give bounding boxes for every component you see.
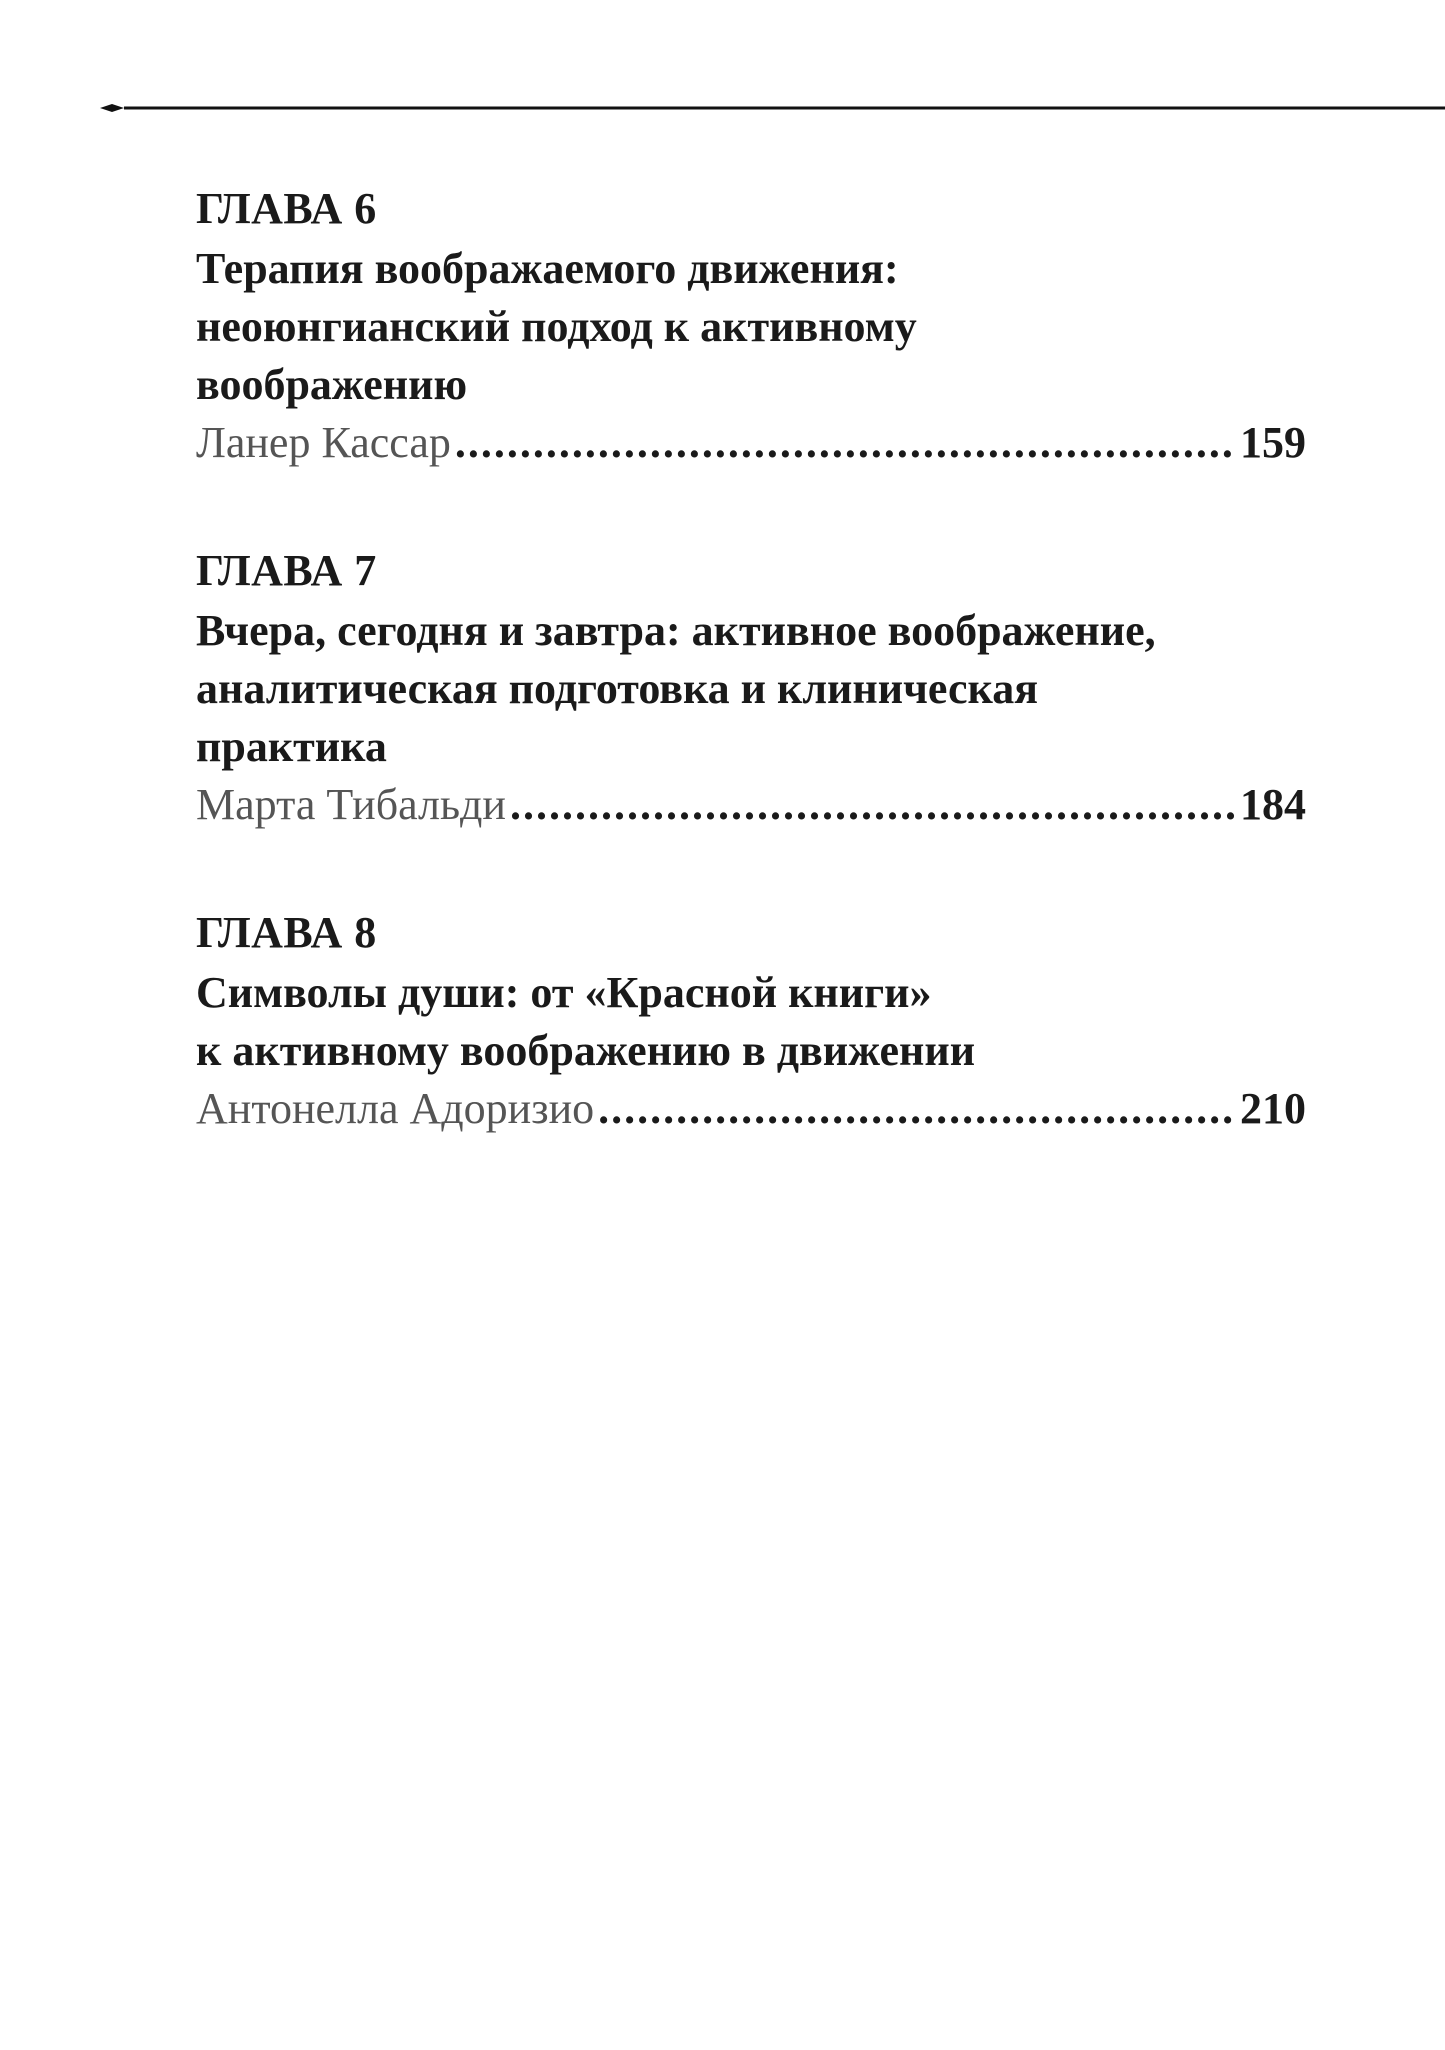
chapter-author: Антонелла Адоризио	[196, 1084, 595, 1133]
chapter-title-line: воображению	[196, 360, 468, 409]
chapter-label: ГЛАВА 6	[196, 184, 377, 233]
dot-leader	[455, 414, 1236, 472]
page-number[interactable]: 184	[1240, 780, 1306, 829]
dot-leader	[598, 1080, 1236, 1138]
chapter-title	[196, 240, 1306, 414]
author-page-row	[196, 414, 1306, 472]
chapter-title-line: неоюнгианский подход к активному	[196, 302, 917, 351]
ornamental-top-rule	[100, 104, 1445, 112]
chapter-title-line: Терапия воображаемого движения:	[196, 244, 899, 293]
author-page-row	[196, 776, 1306, 834]
chapter-title	[196, 964, 1306, 1080]
chapter-title-line: практика	[196, 722, 387, 771]
toc-entry-chapter-6[interactable]	[196, 180, 1306, 472]
chapter-label: ГЛАВА 8	[196, 908, 377, 957]
chapter-title-line: к активному воображению в движении	[196, 1026, 976, 1075]
toc-entry-chapter-8[interactable]	[196, 904, 1306, 1138]
chapter-title-line: Вчера, сегодня и завтра: активное воображение,	[196, 606, 1156, 655]
page-number[interactable]: 159	[1240, 418, 1306, 467]
toc-entry-chapter-7[interactable]	[196, 542, 1306, 834]
dot-leader	[510, 776, 1236, 834]
author-page-row	[196, 1080, 1306, 1138]
chapter-title-line: Символы души: от «Красной книги»	[196, 968, 932, 1017]
table-of-contents	[196, 180, 1306, 1208]
chapter-title-line: аналитическая подготовка и клиническая	[196, 664, 1039, 713]
chapter-author: Марта Тибальди	[196, 780, 506, 829]
page-number[interactable]: 210	[1240, 1084, 1306, 1133]
chapter-label: ГЛАВА 7	[196, 546, 377, 595]
chapter-title	[196, 602, 1306, 776]
chapter-author: Ланер Кассар	[196, 418, 451, 467]
